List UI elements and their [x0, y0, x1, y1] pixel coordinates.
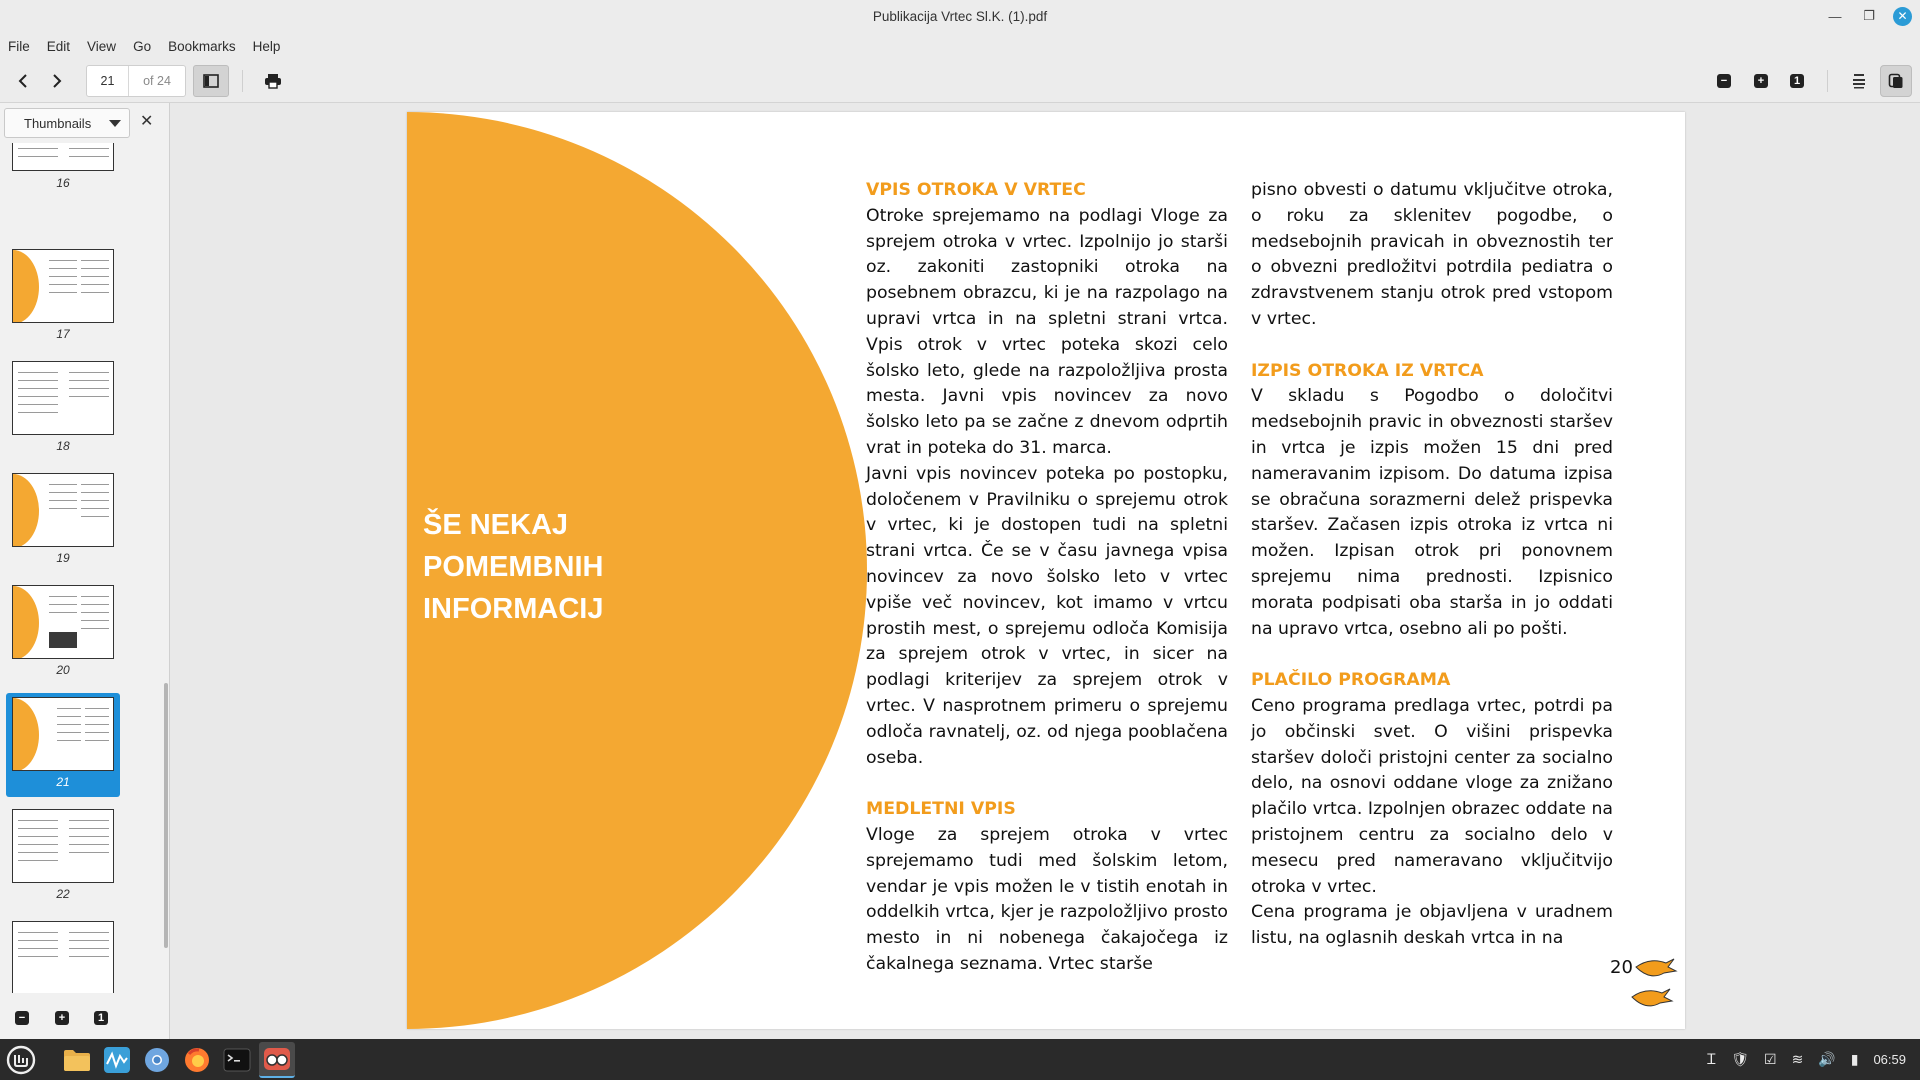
paragraph: Vloge za sprejem otroka v vrtec sprejemamo tudi med šolskim letom, vendar je vpis možen le v tistih enotah in oddelkih vrtca, kjer je razpoložljivo prosto mesto in ni nobenega čakajočega iz čakalnega seznama. Vrtec starše — [866, 824, 1228, 974]
folder-icon — [63, 1048, 91, 1072]
thumbnail-label: 18 — [56, 439, 70, 453]
total-pages-label: of 24 — [143, 74, 171, 88]
plus-icon: + — [1754, 74, 1768, 88]
thumbnail-zoom-in-button[interactable] — [46, 1002, 78, 1034]
pdf-page — [407, 112, 1685, 1029]
minus-icon: − — [15, 1011, 29, 1025]
mint-logo-icon — [6, 1045, 36, 1075]
start-menu-button[interactable] — [3, 1042, 39, 1078]
sidebar-mode-label: Thumbnails — [24, 115, 92, 131]
thumbnail-label: 22 — [56, 887, 70, 901]
paragraph: Javni vpis novincev poteka po postopku, določenem v Pravilniku o sprejemu otrok v vrtec, ki je dostopen tudi na spletni strani vrtca. Če se v času javnega vpisa novincev za novo šolsko leto v vrtec vpiše več novincev, kot imamo v vrtcu prostih mest, o sprejemu odloča Komisija za sprejem otrok v vrtec, in sicer na podlagi kriterijev za sprejem otrok v vrtec. V nasprotnem primeru o sprejemu odloča ravnatelj, oz. od njega pooblačena oseba. — [866, 463, 1228, 768]
clock[interactable]: 06:59 — [1873, 1052, 1906, 1067]
document-view[interactable] — [171, 103, 1920, 1039]
zoom-out-button[interactable] — [1708, 65, 1740, 97]
zoom-in-button[interactable] — [1745, 65, 1777, 97]
chevron-right-icon — [51, 73, 63, 89]
sidebar-icon — [203, 74, 219, 88]
firefox-icon — [183, 1046, 211, 1074]
one-to-one-icon: 1 — [1790, 74, 1804, 88]
thumbnail-page-20[interactable] — [12, 585, 114, 659]
next-page-button[interactable] — [41, 65, 73, 97]
section-title — [423, 504, 603, 630]
wifi-icon[interactable]: ≋ — [1791, 1051, 1804, 1067]
thumbnail-label: 16 — [56, 176, 70, 190]
browser-chromium-button[interactable] — [139, 1042, 175, 1078]
volume-icon[interactable]: 🔊 — [1818, 1051, 1836, 1067]
sidebar-close-icon[interactable]: ✕ — [140, 113, 154, 130]
document-viewer-button[interactable] — [259, 1042, 295, 1078]
files-app-button[interactable] — [59, 1042, 95, 1078]
sidebar-footer — [0, 997, 170, 1039]
paragraph: V skladu s Pogodbo o določitvi medsebojnih pravic in obveznosti staršev in vrtca je izpis možen 15 dni pred nameravanim izpisom. Do datuma izpisa se obračuna sorazmerni delež prispevka staršev. Začasen izpis otroka iz vrtca ni možen. Izpisan otrok pri ponovnem sprejemu nima prednosti. Izpisnico morata podpisati oba starša in jo oddati na upravo vrtca, osebno ali po pošti. — [1251, 386, 1613, 639]
heading-izpis-otroka: IZPIS OTROKA IZ VRTCA — [1251, 360, 1484, 381]
thumbnail-page-21[interactable] — [12, 697, 114, 771]
continuous-pages-icon — [1851, 73, 1867, 89]
thumbnail-zoom-reset-button[interactable] — [85, 1002, 117, 1034]
text-column-left — [866, 178, 1228, 978]
thumbnail-page-18[interactable] — [12, 361, 114, 435]
thumbnail-zoom-out-button[interactable] — [6, 1002, 38, 1034]
chromium-icon — [143, 1046, 171, 1074]
menu-go[interactable]: Go — [133, 38, 152, 54]
maximize-icon[interactable]: ❐ — [1863, 8, 1875, 23]
thumbnail-page-22[interactable] — [12, 809, 114, 883]
terminal-icon — [223, 1048, 251, 1072]
paragraph: pisno obvesti o datumu vključitve otroka, o roku za sklenitev pogodbe, o medsebojnih pravicah in obveznostih ter o obvezni predložitvi potrdila pediatra o zdravstvenem stanju otrok pred vstopom v vrtec. — [1251, 180, 1613, 329]
continuous-view-button[interactable] — [1843, 65, 1875, 97]
menu-bar — [0, 33, 1920, 59]
thumbnail-label: 21 — [56, 775, 70, 789]
one-to-one-icon: 1 — [94, 1011, 108, 1025]
paragraph: Ceno programa predlaga vrtec, potrdi pa jo občinski svet. O višini prispevka staršev določi pristojni center za socialno delo, na osnovi oddane vloge za znižano plačilo vrtca. Izpolnjen obrazec oddate na pristojnem centru za socialno delo v mesecu pred nameravano vključitvijo otroka v vrtec. — [1251, 695, 1613, 897]
minus-icon: − — [1717, 74, 1731, 88]
taskbar — [0, 1039, 1920, 1080]
toolbar-separator — [1827, 70, 1828, 92]
section-title-line: ŠE NEKAJ — [423, 509, 569, 541]
menu-help[interactable]: Help — [252, 38, 281, 54]
bluetooth-icon[interactable]: Ꮖ — [1707, 1051, 1717, 1067]
heading-placilo-programa: PLAČILO PROGRAMA — [1251, 670, 1451, 691]
chevron-left-icon — [17, 73, 29, 89]
paragraph: Cena programa je objavljena v uradnem listu, na oglasnih deskah vrtca in na — [1251, 902, 1613, 949]
dual-page-button[interactable] — [1880, 65, 1912, 97]
sidebar-toggle-button[interactable] — [193, 65, 229, 97]
section-title-line: INFORMACIJ — [423, 593, 604, 625]
thumbnail-sidebar — [0, 103, 170, 1039]
monitor-graph-icon — [103, 1046, 131, 1074]
thumbnail-label: 19 — [56, 551, 70, 565]
thumbnail-list — [0, 143, 164, 993]
menu-bookmarks[interactable]: Bookmarks — [168, 38, 236, 54]
sidebar-mode-dropdown[interactable] — [4, 108, 130, 138]
printer-icon — [264, 73, 282, 89]
heading-vpis-otroka: VPIS OTROKA V VRTEC — [866, 180, 1086, 200]
title-bar — [0, 0, 1920, 33]
paragraph: Otroke sprejemamo na podlagi Vloge za sprejem otroka v vrtec. Izpolnijo jo starši oz. zakoniti zastopniki otroka na posebnem obrazcu, ki je na razpolago na upravi vrtca in na spletni strani vrtca. Vpis otrok v vrtec poteka skozi celo šolsko leto, glede na razpoložljiva prosta mesta. Javni vpis novincev za novo šolsko leto pa se začne z dnevom odprtih vrat in poteka do 31. marca. — [866, 205, 1228, 458]
triangle-down-icon — [109, 120, 121, 127]
thumbnail-page-16[interactable] — [12, 143, 114, 171]
window-title: Publikacija Vrtec Sl.K. (1).pdf — [872, 9, 1048, 24]
zoom-reset-button[interactable] — [1781, 65, 1813, 97]
terminal-button[interactable] — [219, 1042, 255, 1078]
thumbnail-page-23[interactable] — [12, 921, 114, 993]
minimize-icon[interactable]: — — [1828, 8, 1842, 24]
close-icon[interactable]: ✕ — [1893, 7, 1912, 26]
menu-edit[interactable]: Edit — [46, 38, 71, 54]
heading-medletni-vpis: MEDLETNI VPIS — [866, 799, 1016, 820]
footprint-icon — [1630, 955, 1678, 1015]
page-selector — [86, 65, 186, 97]
thumbnail-page-17[interactable] — [12, 249, 114, 323]
plus-icon: + — [55, 1011, 69, 1025]
toolbar-separator — [242, 70, 243, 92]
system-tray — [1707, 1039, 1906, 1080]
thumbnail-label: 17 — [56, 327, 70, 341]
sidebar-scrollbar[interactable] — [164, 683, 168, 948]
previous-page-button[interactable] — [7, 65, 39, 97]
dual-page-icon — [1888, 73, 1904, 89]
system-monitor-button[interactable] — [99, 1042, 135, 1078]
updates-icon[interactable]: ☑ — [1764, 1051, 1777, 1067]
battery-icon[interactable]: ▮ — [1850, 1051, 1859, 1067]
current-page-input[interactable]: 21 — [87, 66, 129, 96]
print-button[interactable] — [257, 65, 289, 97]
section-title-line: POMEMBNIH — [423, 551, 604, 583]
firefox-button[interactable] — [179, 1042, 215, 1078]
thumbnail-page-19[interactable] — [12, 473, 114, 547]
window-controls — [1825, 6, 1912, 26]
page-number: 20 — [1610, 957, 1633, 978]
text-column-right — [1251, 178, 1613, 952]
menu-file[interactable]: File — [8, 38, 30, 54]
xreader-glasses-icon — [262, 1046, 292, 1072]
menu-view[interactable]: View — [87, 38, 117, 54]
thumbnail-label: 20 — [56, 663, 70, 677]
shield-icon[interactable]: 🛡 — [1731, 1051, 1749, 1067]
